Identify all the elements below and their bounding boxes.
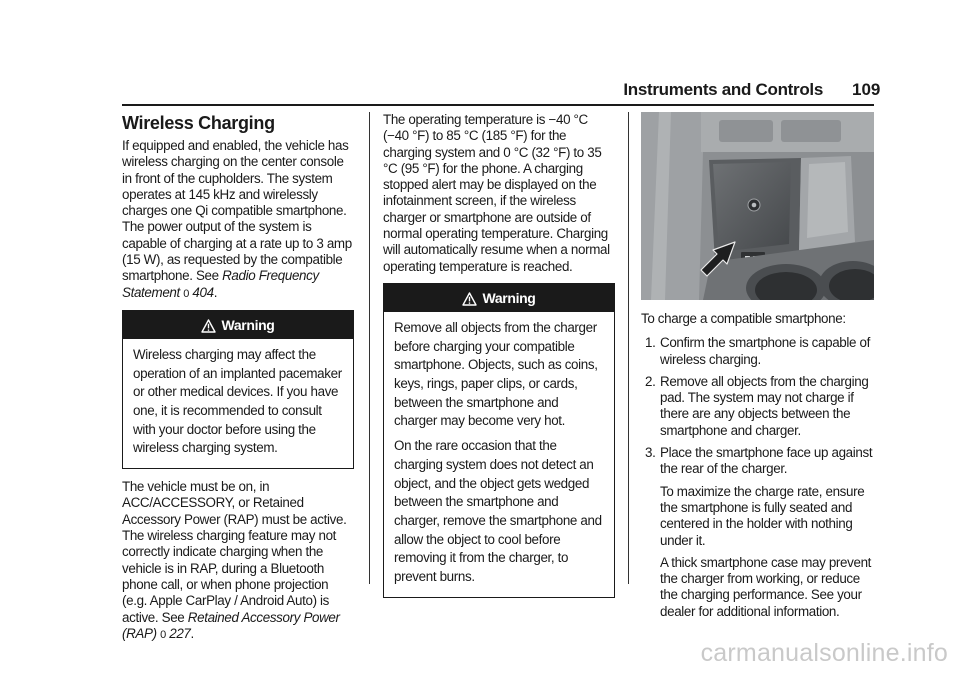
step-number: 1. bbox=[645, 335, 656, 351]
page-reference-arrow-icon: 0 bbox=[183, 287, 190, 300]
column-middle bbox=[383, 112, 615, 608]
body-paragraph: The vehicle must be on, in ACC/ACCESSORY, or Retained Accessory Power (RAP) must be active. The wireless charging feature may not correctly indicate charging when the vehicle is in RAP, during a Bluetooth phone call, or when phone projection (e.g. Apple CarPlay / Android Auto) is active. See Retained Accessory Power (RAP) 0 227. bbox=[122, 479, 347, 641]
step-note: To maximize the charge rate, ensure the smartphone is fully seated and centered in the holder with nothing under it. bbox=[660, 483, 865, 548]
warning-box bbox=[383, 283, 615, 598]
temperature-paragraph: The operating temperature is −40 °C (−40 °F) to 85 °C (185 °F) for the charging system and 0 °C (32 °F) to 35 °C (95 °F) for the phone. A charging stopped alert may be displayed on the infotainment screen, if the wireless charger or smartphone are outside of normal operating temperature. Charging will automatically resume when a normal operating temperature is reached. bbox=[383, 112, 610, 274]
warning-header: Warning bbox=[123, 311, 353, 339]
column-left bbox=[122, 112, 354, 651]
steps-list bbox=[641, 335, 875, 620]
list-item bbox=[641, 374, 875, 439]
step-number: 3. bbox=[645, 445, 656, 461]
step-text: Confirm the smartphone is capable of wireless charging. bbox=[660, 335, 870, 367]
reference-page-number[interactable]: 227 bbox=[169, 625, 191, 641]
page-number: 109 bbox=[852, 80, 881, 99]
warning-body bbox=[384, 312, 614, 597]
column-right bbox=[641, 311, 875, 626]
step-text: Place the smartphone face up against the rear of the charger. bbox=[660, 445, 873, 477]
step-note: A thick smartphone case may prevent the charger from working, or reduce the charging performance. See your dealer for additional information. bbox=[660, 554, 872, 619]
warning-triangle-icon bbox=[462, 292, 477, 306]
cross-reference-link[interactable]: Retained Accessory Power (RAP) bbox=[122, 609, 340, 641]
intro-paragraph: If equipped and enabled, the vehicle has wireless charging on the center console in front of the cupholders. The system operates at 145 kHz and wirelessly charges one Qi compatible smartphone. The power output of the system is capable of charging at a rate up to 3 amp (15 W), as requested by the compatible smartphone. See Radio Frequency Statement 0 404. bbox=[122, 138, 352, 300]
warning-text: Wireless charging may affect the operation of an implanted pacemaker or other medical devices. If you have one, it is recommended to consult with your doctor before using the wireless charging system. bbox=[133, 346, 342, 456]
step-text: Remove all objects from the charging pad. The system may not charge if there are any objects between the smartphone and charger. bbox=[660, 373, 869, 438]
warning-body bbox=[123, 339, 353, 468]
console-illustration bbox=[641, 112, 874, 300]
page-reference-arrow-icon: 0 bbox=[160, 628, 166, 641]
running-header-title: Instruments and Controls bbox=[623, 80, 823, 99]
wireless-charger-photo bbox=[641, 112, 874, 300]
warning-header: Warning bbox=[384, 284, 614, 312]
column-divider bbox=[628, 112, 629, 584]
column-divider bbox=[369, 112, 370, 584]
warning-text: Remove all objects from the charger before charging your compatible smartphone. Objects, such as coins, keys, rings, paper clips, or cards, between the smartphone and charger may become very hot. bbox=[394, 319, 598, 429]
list-item bbox=[641, 335, 875, 368]
list-item bbox=[641, 445, 875, 620]
steps-lead: To charge a compatible smartphone: bbox=[641, 311, 846, 326]
header-rule bbox=[122, 104, 874, 106]
reference-page-number[interactable]: 404 bbox=[192, 284, 214, 300]
watermark: carmanualsonline.info bbox=[700, 639, 948, 667]
step-number: 2. bbox=[645, 373, 656, 389]
warning-triangle-icon bbox=[201, 319, 216, 333]
warning-text: On the rare occasion that the charging system does not detect an object, and the object gets wedged between the smartphone and charger, remove the smartphone and allow the object to cool before removing it from the charger, to prevent burns. bbox=[394, 438, 602, 585]
section-heading: Wireless Charging bbox=[122, 113, 275, 133]
warning-box bbox=[122, 310, 354, 469]
cross-reference-link[interactable]: Radio Frequency Statement bbox=[122, 268, 319, 300]
